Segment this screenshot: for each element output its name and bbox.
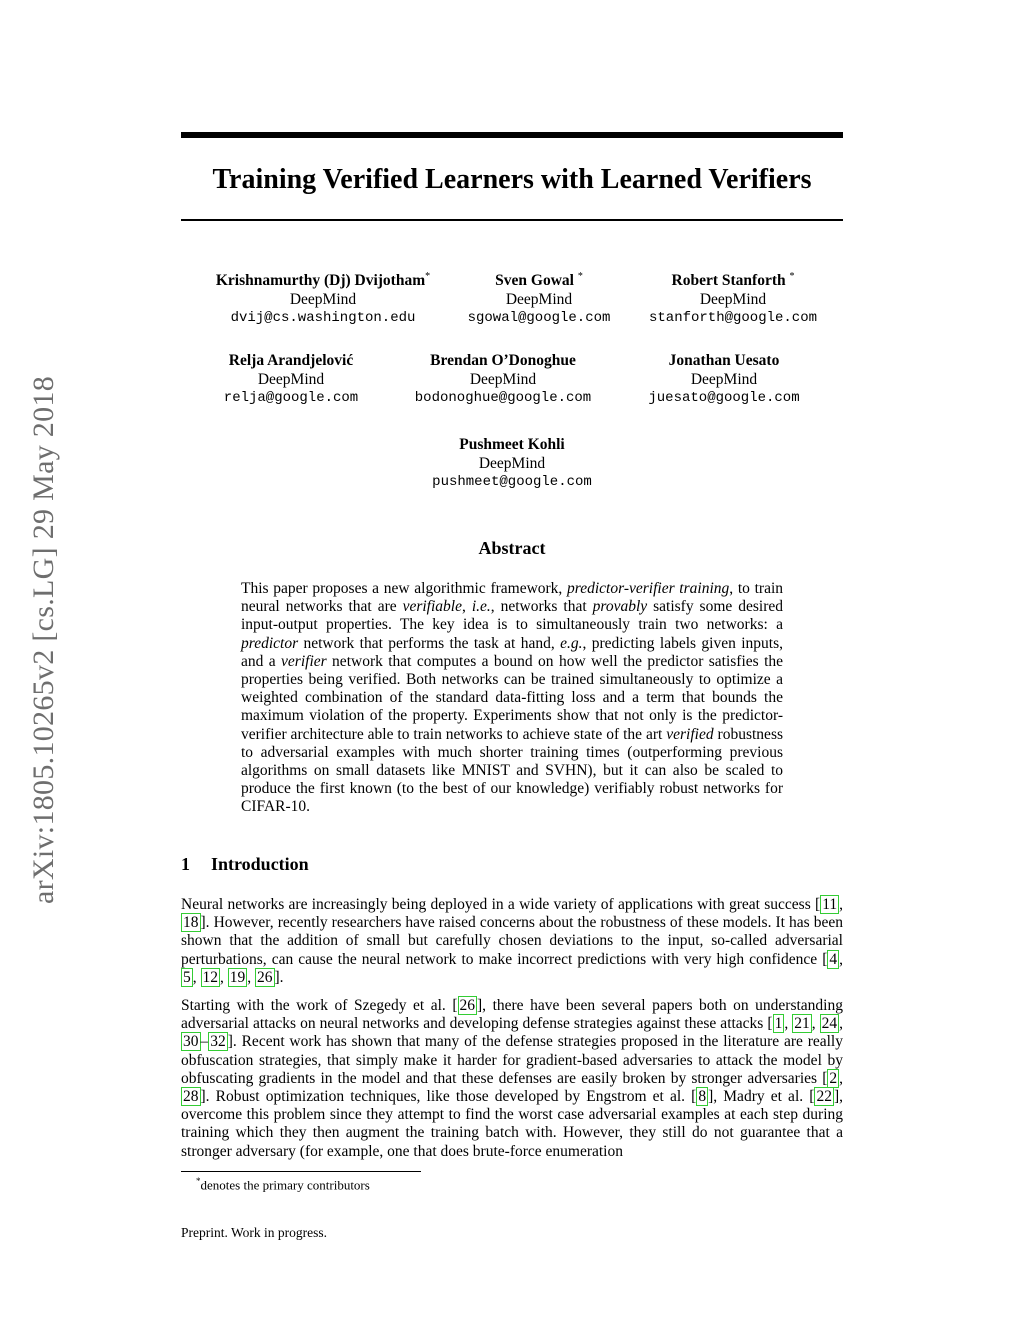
- citation-link[interactable]: 22: [816, 1088, 832, 1106]
- citation-link[interactable]: 26: [257, 968, 273, 986]
- citation-link[interactable]: 24: [821, 1015, 838, 1033]
- author-affiliation: DeepMind: [289, 291, 357, 309]
- author-affiliation: DeepMind: [690, 371, 758, 388]
- author-name: Robert Stanforth *: [671, 271, 795, 290]
- citation-link[interactable]: 11: [822, 896, 838, 913]
- author-affiliation: DeepMind: [699, 291, 767, 309]
- citation-link[interactable]: 28: [183, 1088, 199, 1106]
- citation-link[interactable]: 21: [794, 1015, 810, 1033]
- author-block: [216, 267, 430, 328]
- author-block: [648, 351, 799, 408]
- arxiv-identifier: arXiv:1805.10265v2 [cs.LG] 29 May 2018: [27, 376, 60, 904]
- author-affiliation: DeepMind: [469, 371, 537, 388]
- section-number: 1: [181, 854, 190, 874]
- author-name: Pushmeet Kohli: [459, 436, 565, 453]
- author-affiliation: DeepMind: [505, 291, 573, 309]
- author-email: bodonoghue@google.com: [414, 390, 592, 406]
- contributor-mark: *: [789, 271, 795, 282]
- author-name: Krishnamurthy (Dj) Dvijotham*: [215, 271, 431, 290]
- author-block: [415, 351, 591, 408]
- section-title: Introduction: [211, 854, 309, 874]
- citation-link[interactable]: 2: [829, 1069, 838, 1087]
- title-top-rule: [181, 132, 843, 138]
- author-name: Jonathan Uesato: [668, 352, 780, 369]
- author-email: dvij@cs.washington.edu: [230, 310, 416, 327]
- author-email: juesato@google.com: [648, 390, 800, 406]
- contributor-mark: *: [425, 271, 431, 282]
- author-block: [432, 435, 592, 492]
- intro-paragraph-1: Neural networks are increasingly being deployed in a wide variety of applications with great success [ 11 , 18 ]. However, recently researchers have raised concerns about the robustness of these models. It has been shown that the addition of small but carefully chosen deviations to the input, so-called adversarial perturbations, can cause the neural network to make incorrect predictions with very high confidence [ 4 , 5 , 12 , 19 , 26 ].: [181, 896, 843, 986]
- author-block: [468, 267, 611, 328]
- abstract-heading: Abstract: [478, 538, 546, 558]
- paper-title: Training Verified Learners with Learned Verifiers: [212, 164, 812, 195]
- citation-link[interactable]: 5: [183, 968, 191, 986]
- title-bottom-rule: [181, 219, 843, 221]
- citation-link[interactable]: 26: [459, 997, 475, 1014]
- section-heading: [181, 854, 843, 875]
- author-affiliation: DeepMind: [478, 455, 546, 472]
- author-name: Relja Arandjelović: [228, 352, 354, 369]
- citation-link[interactable]: 30: [183, 1033, 199, 1051]
- citation-link[interactable]: 32: [210, 1033, 226, 1051]
- intro-paragraph-2: Starting with the work of Szegedy et al. [ 26 ], there have been several papers both on understanding adversarial attacks on neural networks and developing defense strategies against these attacks [ 1 , 21 , 24 , 30 – 32 ]. Recent work has shown that many of the defense strategies proposed in the literature are really obfuscation strategies, that simply make it harder for gradient-based adversaries to attack the model by obfuscating gradients in the model and that these defenses are easily broken by stronger adversaries [ 2 , 28 ]. Robust optimization techniques, like those developed by Engstrom et al. [ 8 ], Madry et al. [ 22 ], overcome this problem since they attempt to find the worst case adversarial examples at each step during training which they then augment the training batch with. However, they still do not guarantee that a stronger adversary (for example, one that does brute-force enumeration: [181, 997, 844, 1160]
- author-block: [224, 351, 358, 408]
- author-affiliation: DeepMind: [257, 371, 325, 388]
- citation-link[interactable]: 18: [183, 914, 199, 932]
- footnote-rule: [181, 1171, 421, 1172]
- citation-link[interactable]: 19: [229, 968, 246, 986]
- preprint-notice: Preprint. Work in progress.: [181, 1225, 328, 1240]
- abstract-text: This paper proposes a new algorithmic framework, predictor-verifier training, to train neural networks that are verifiable, i.e., networks that provably satisfy some desired input-output properties. The key idea is to simultaneously train two networks: a predictor network that performs the task at hand, e.g., predicting labels given inputs, and a verifier network that computes a bound on how well the predictor satisfies the properties being verified. Both networks can be trained simultaneously to optimize a weighted combination of the standard data-fitting loss and a term that bounds the maximum violation of the property. Experiments show that not only is the predictor-verifier architecture able to train networks to achieve state of the art verified robustness to adversarial examples with much shorter training times (outperforming previous algorithms on small datasets like MNIST and SVHN), but it can also be scaled to produce the first known (to the best of our knowledge) verifiably robust networks for CIFAR-10.: [241, 580, 784, 816]
- author-email: relja@google.com: [223, 390, 359, 406]
- contributor-mark: *: [577, 271, 583, 282]
- footnote: *denotes the primary contributors: [196, 1176, 370, 1193]
- author-name: Sven Gowal *: [495, 271, 583, 290]
- citation-link[interactable]: 1: [774, 1015, 783, 1033]
- author-email: stanforth@google.com: [648, 310, 818, 327]
- citation-link[interactable]: 4: [829, 950, 838, 968]
- citation-link[interactable]: 8: [698, 1088, 707, 1106]
- author-name: Brendan O’Donoghue: [430, 352, 576, 369]
- author-email: sgowal@google.com: [467, 310, 611, 327]
- author-block: [649, 267, 817, 328]
- footnote-mark: *: [196, 1176, 201, 1186]
- citation-link[interactable]: 12: [202, 968, 218, 986]
- author-email: pushmeet@google.com: [432, 474, 592, 490]
